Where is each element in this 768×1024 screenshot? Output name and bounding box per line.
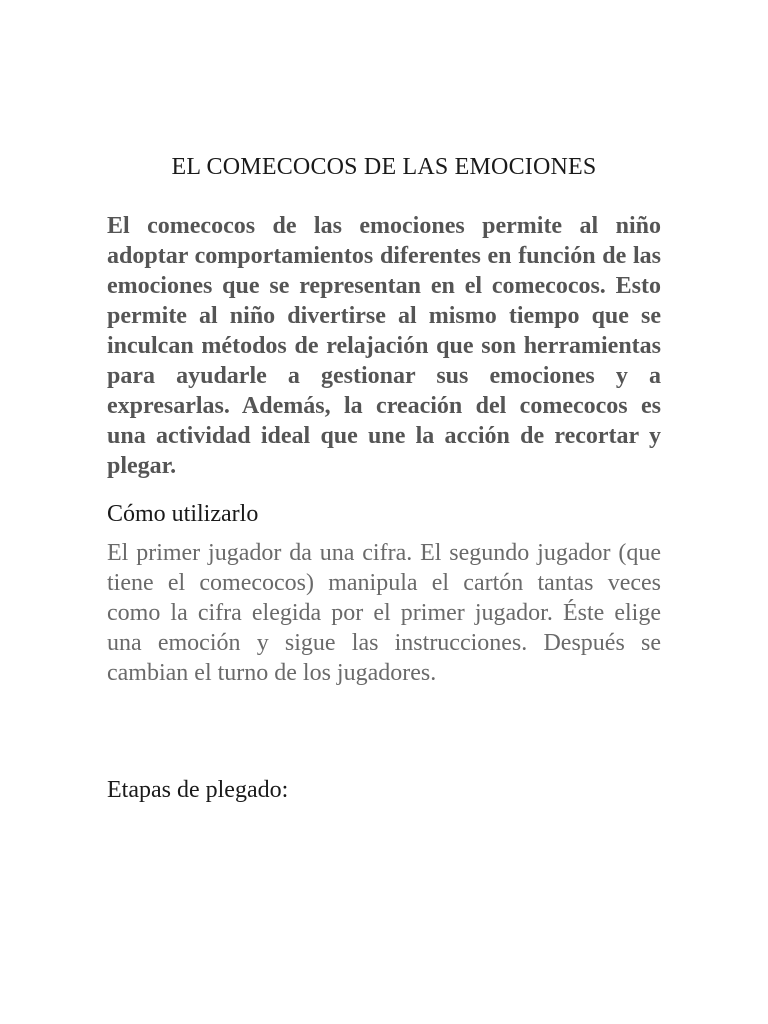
document-title: EL COMECOCOS DE LAS EMOCIONES	[171, 154, 597, 180]
usage-paragraph: El primer jugador da una cifra. El segundo jugador (que tiene el comecocos) manipula el cartón tantas veces como la cifra elegida por el primer jugador. Éste elige una emoción y sigue las instrucciones. Después se cambian el turno de los jugadores.	[107, 540, 661, 686]
folding-steps-heading: Etapas de plegado:	[107, 777, 289, 803]
intro-paragraph: El comecocos de las emociones permite al niño adoptar comportamientos diferentes en función de las emociones que se representan en el comecocos. Esto permite al niño divertirse al mismo tiempo que se inculcan métodos de relajación que son herramientas para ayudarle a gestionar sus emociones y a expresarlas. Además, la creación del comecocos es una actividad ideal que une la acción de recortar y plegar.	[107, 213, 661, 479]
usage-heading: Cómo utilizarlo	[107, 501, 259, 527]
